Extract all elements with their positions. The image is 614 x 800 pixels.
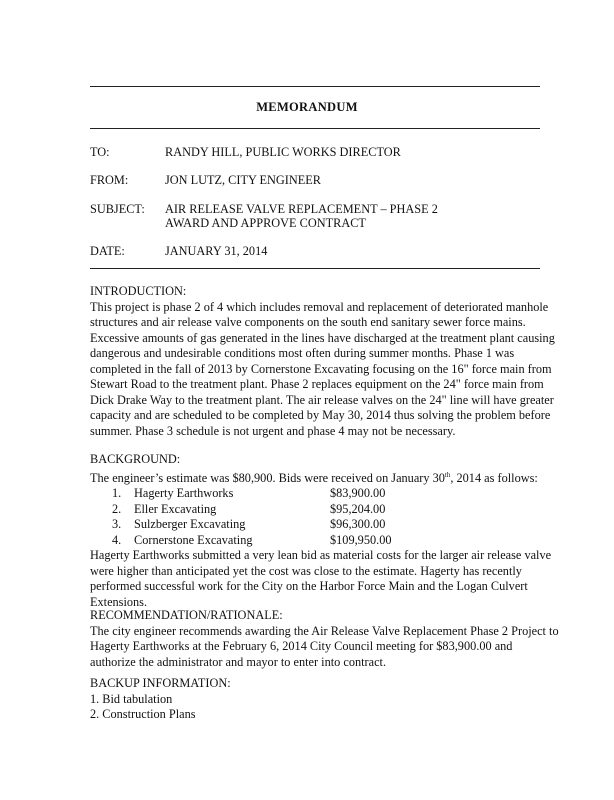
backup-item: 2. Construction Plans xyxy=(90,707,196,721)
bid-amount: $96,300.00 xyxy=(330,517,386,532)
bid-list xyxy=(90,486,560,548)
bid-number: 3. xyxy=(112,517,122,532)
date-value: JANUARY 31, 2014 xyxy=(165,244,268,258)
bid-row xyxy=(90,486,560,502)
introduction-heading: INTRODUCTION: xyxy=(90,284,187,298)
background-text: Hagerty Earthworks submitted a very lean bid as material costs for the larger air release valve were higher than anticipated yet the cost was close to the estimate. Hagerty has recently performed successful work for the City on the Harbor Force Main and the Logan Culvert Extensions. xyxy=(90,548,552,609)
page-title: MEMORANDUM xyxy=(256,100,358,114)
header-bottom-rule xyxy=(90,268,540,269)
to-label: TO: xyxy=(90,145,110,159)
bid-amount: $95,204.00 xyxy=(330,501,386,516)
subject-line1: AIR RELEASE VALVE REPLACEMENT – PHASE 2 xyxy=(165,202,438,216)
recommendation-section xyxy=(90,608,560,670)
subject-label: SUBJECT: xyxy=(90,202,145,216)
bid-row xyxy=(90,502,560,518)
background-intro xyxy=(90,468,560,487)
bid-number: 1. xyxy=(112,486,122,501)
from-label: FROM: xyxy=(90,173,129,187)
bidder-name: Cornerstone Excavating xyxy=(134,532,253,547)
to-value: RANDY HILL, PUBLIC WORKS DIRECTOR xyxy=(165,145,401,159)
bidder-name: Hagerty Earthworks xyxy=(134,486,234,501)
bid-row xyxy=(90,533,560,549)
bid-amount: $109,950.00 xyxy=(330,532,392,547)
subject-line2: AWARD AND APPROVE CONTRACT xyxy=(165,216,366,230)
background-section xyxy=(90,452,560,610)
background-intro-text: The engineer’s estimate was $80,900. Bids were received on January 30 xyxy=(90,470,445,485)
bid-number: 4. xyxy=(112,532,122,547)
introduction-section xyxy=(90,284,560,439)
background-heading: BACKGROUND: xyxy=(90,452,181,466)
backup-section xyxy=(90,676,560,723)
from-value: JON LUTZ, CITY ENGINEER xyxy=(165,173,321,187)
backup-item: 1. Bid tabulation xyxy=(90,691,173,706)
bid-number: 2. xyxy=(112,501,122,516)
ordinal-suffix: th xyxy=(444,470,451,479)
bidder-name: Eller Excavating xyxy=(134,501,217,516)
top-rule xyxy=(90,86,540,87)
date-label: DATE: xyxy=(90,244,125,258)
introduction-text: This project is phase 2 of 4 which includes removal and replacement of deteriorated manhole structures and air release valve components on the south end sanitary sewer force mains. Excessive amounts of gas generated in the lines have discharged at the treatment plant causing dangerous and undesirable conditions most often during summer months. Phase 1 was completed in the fall of 2013 by Cornerstone Excavating focusing on the 16" force main from Stewart Road to the treatment plant. Phase 2 replaces equipment on the 24" force main from Dick Drake Way to the treatment plant. The air release valves on the 24" line will have greater capacity and are scheduled to be completed by May 30, 2014 thus solving the problem before summer. Phase 3 schedule is not urgent and phase 4 may not be necessary. xyxy=(90,299,555,438)
bidder-name: Sulzberger Excavating xyxy=(134,517,246,532)
title-rule xyxy=(90,128,540,129)
bid-amount: $83,900.00 xyxy=(330,486,386,501)
recommendation-heading: RECOMMENDATION/RATIONALE: xyxy=(90,608,283,622)
background-intro-end: , 2014 as follows: xyxy=(450,470,538,485)
recommendation-text: The city engineer recommends awarding the Air Release Valve Replacement Phase 2 Project to Hagerty Earthworks at the February 6, 2014 City Council meeting for $83,900.00 and authorize the administrator and mayor to enter into contract. xyxy=(90,623,559,669)
bid-row xyxy=(90,517,560,533)
backup-heading: BACKUP INFORMATION: xyxy=(90,676,231,690)
